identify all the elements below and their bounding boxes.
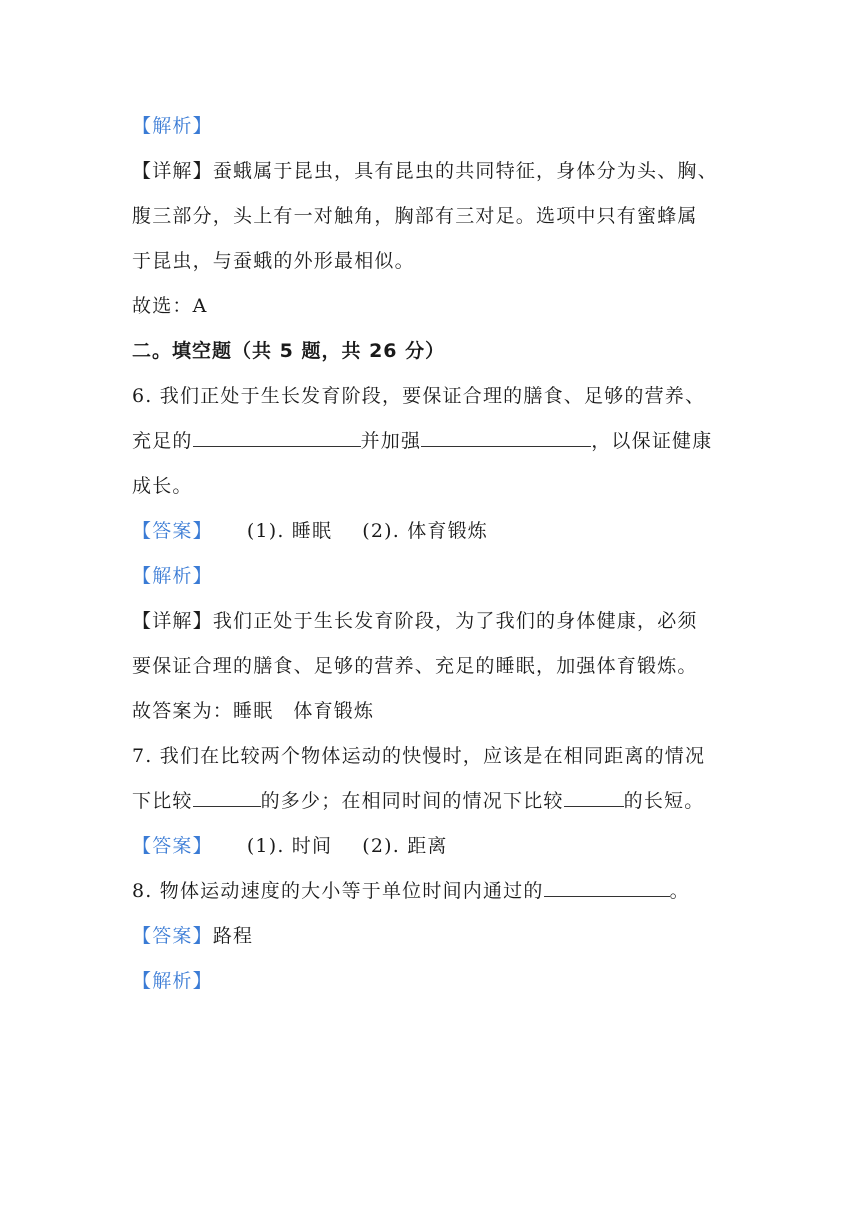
analysis-heading — [132, 963, 732, 1008]
answer-tag: 【答案】 — [132, 925, 213, 947]
answer-line — [132, 513, 732, 558]
question-6-text: 6. 我们正处于生长发育阶段，要保证合理的膳食、足够的营养、 — [132, 385, 706, 407]
fill-blank — [544, 876, 670, 897]
answer-1: (1). 时间 — [246, 835, 333, 857]
answer-tag: 【答案】 — [132, 520, 213, 542]
choice-text: 故选：A — [132, 295, 208, 317]
question-8-text: 8. 物体运动速度的大小等于单位时间内通过的 — [132, 880, 544, 902]
question-6-text: ，以保证健康 — [591, 430, 713, 452]
section-title — [132, 333, 732, 378]
detail-text: 于昆虫，与蚕蛾的外形最相似。 — [132, 250, 415, 272]
detail-paragraph-line — [132, 153, 732, 198]
answer-2: (2). 体育锻炼 — [362, 520, 489, 542]
question-7-line — [132, 783, 732, 828]
fill-blank — [564, 786, 624, 807]
final-answer-text: 故答案为：睡眠 — [132, 700, 274, 722]
detail-paragraph-line — [132, 603, 732, 648]
detail-paragraph-line — [132, 198, 732, 243]
analysis-tag: 【解析】 — [132, 970, 213, 992]
answer-text: 路程 — [212, 925, 254, 947]
question-7-text: 7. 我们在比较两个物体运动的快慢时，应该是在相同距离的情况 — [132, 745, 706, 767]
fill-blank — [193, 786, 261, 807]
detail-paragraph-line — [132, 648, 732, 693]
answer-tag: 【答案】 — [132, 835, 213, 857]
detail-text: 腹三部分，头上有一对触角，胸部有三对足。选项中只有蜜蜂属 — [132, 205, 698, 227]
detail-text: 我们正处于生长发育阶段，为了我们的身体健康，必须 — [212, 610, 698, 632]
answer-line — [132, 918, 732, 963]
detail-tag: 【详解】 — [132, 160, 213, 182]
question-7-text: 的长短。 — [623, 790, 705, 812]
fill-blank — [193, 426, 361, 447]
detail-paragraph-line — [132, 243, 732, 288]
analysis-heading — [132, 558, 732, 603]
document-page — [132, 108, 732, 1008]
question-6-line — [132, 423, 732, 468]
detail-text: 蚕蛾属于昆虫，具有昆虫的共同特征，身体分为头、胸、 — [212, 160, 718, 182]
detail-text: 要保证合理的膳食、足够的营养、充足的睡眠，加强体育锻炼。 — [132, 655, 698, 677]
answer-1: (1). 睡眠 — [246, 520, 333, 542]
detail-tag: 【详解】 — [132, 610, 213, 632]
question-6-text: 充足的 — [132, 430, 193, 452]
answer-line — [132, 828, 732, 873]
choice-line — [132, 288, 732, 333]
question-6-line — [132, 378, 732, 423]
answer-2: (2). 距离 — [362, 835, 448, 857]
question-8-text: 。 — [669, 880, 690, 902]
question-6-line — [132, 468, 732, 513]
analysis-tag: 【解析】 — [132, 115, 213, 137]
question-8-line — [132, 873, 732, 918]
section-title-text: 二。填空题（共 5 题，共 26 分） — [132, 340, 446, 362]
final-answer-line — [132, 693, 732, 738]
question-7-line — [132, 738, 732, 783]
analysis-heading — [132, 108, 732, 153]
fill-blank — [421, 426, 591, 447]
question-6-text: 成长。 — [132, 475, 193, 497]
final-answer-text: 体育锻炼 — [293, 700, 375, 722]
question-6-text: 并加强 — [360, 430, 422, 452]
question-7-text: 下比较 — [132, 790, 193, 812]
question-7-text: 的多少；在相同时间的情况下比较 — [260, 790, 564, 812]
analysis-tag: 【解析】 — [132, 565, 213, 587]
